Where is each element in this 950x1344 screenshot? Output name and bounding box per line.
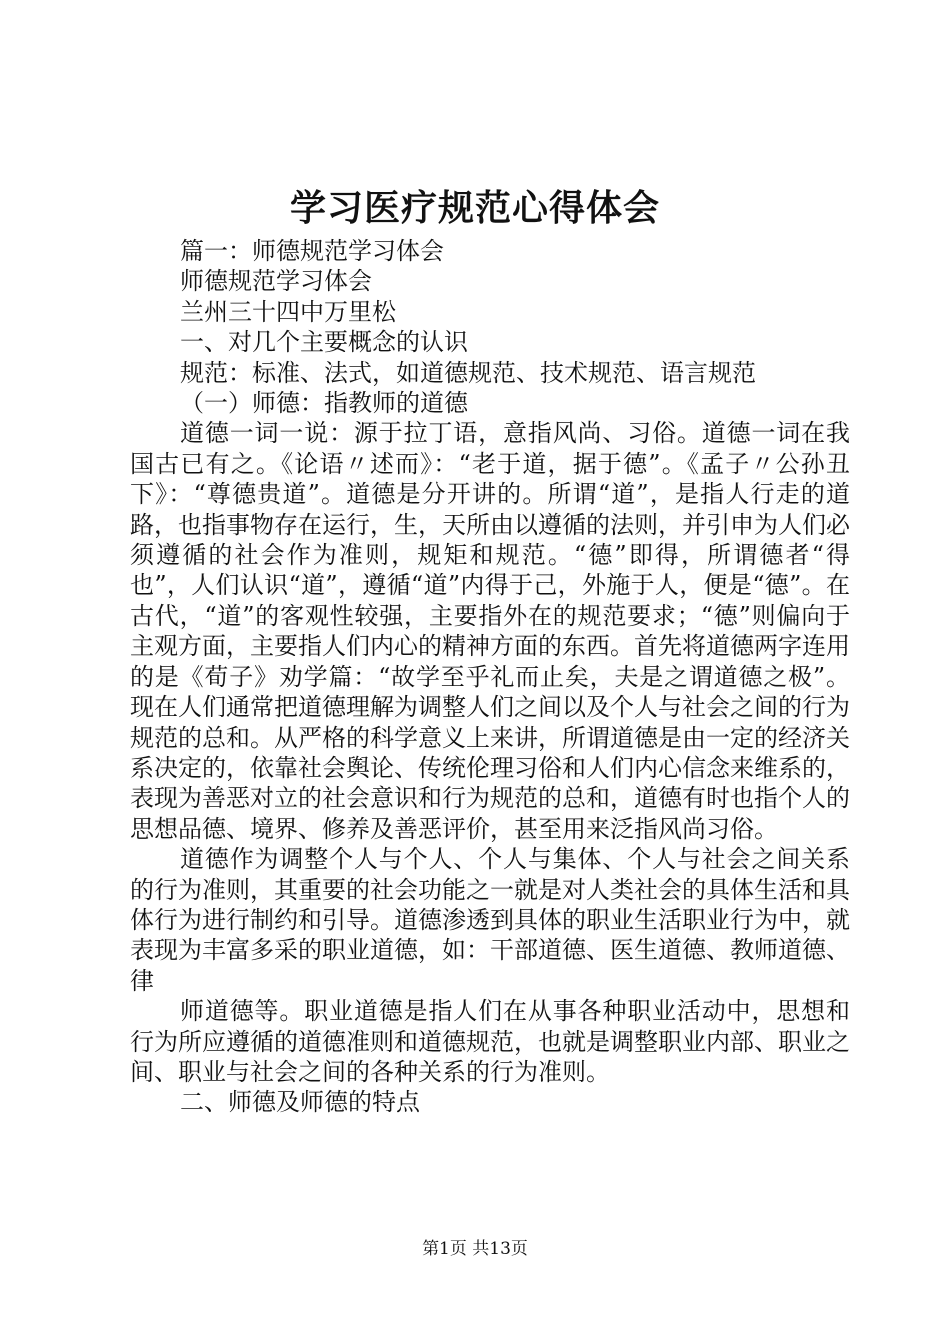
- section-heading-line: 一、对几个主要概念的认识: [180, 328, 468, 357]
- subsection-heading-line: （一）师德：指教师的道德: [180, 389, 468, 418]
- subtitle-line: 师德规范学习体会: [180, 267, 372, 296]
- author-line: 兰州三十四中万里松: [180, 297, 396, 326]
- document-body: [130, 236, 850, 1118]
- section-heading-line: 篇一：师德规范学习体会: [180, 237, 444, 265]
- body-paragraph: 道德作为调整个人与个人、个人与集体、个人与社会之间关系的行为准则，其重要的社会功能之一就是对人类社会的具体生活和具体行为进行制约和引导。道德渗透到具体的职业生活职业行为中，就表现为丰富多采的职业道德，如：干部道德、医生道德、教师道德、律: [130, 845, 850, 995]
- document-title: 学习医疗规范心得体会: [289, 187, 660, 229]
- body-paragraph: 道德一词一说：源于拉丁语，意指风尚、习俗。道德一词在我国古已有之。《论语〃述而》：“老于道，据于德”。《孟子〃公孙丑下》：“尊德贵道”。道德是分开讲的。所谓“道”，是指人行走的道路，也指事物存在运行，生，天所由以遵循的法则，并引申为人们必须遵循的社会作为准则，规矩和规范。“德”即得，所谓德者“得也”，人们认识“道”，遵循“道”内得于己，外施于人，便是“德”。在古代，“道”的客观性较强，主要指外在的规范要求；“德”则偏向于主观方面，主要指人们内心的精神方面的东西。首先将道德两字连用的是《荀子》劝学篇：“故学至乎礼而止矣，夫是之谓道德之极”。现在人们通常把道德理解为调整人们之间以及个人与社会之间的行为规范的总和。从严格的科学意义上来讲，所谓道德是由一定的经济关系决定的，依靠社会舆论、传统伦理习俗和人们内心信念来维系的，表现为善恶对立的社会意识和行为规范的总和，道德有时也指个人的思想品德、境界、修养及善恶评价，甚至用来泛指风尚习俗。: [130, 419, 850, 843]
- page-number-footer: 第1页 共13页: [422, 1239, 528, 1259]
- section-heading-line: 二、师德及师德的特点: [180, 1088, 420, 1117]
- body-paragraph: 师道德等。职业道德是指人们在从事各种职业活动中，思想和行为所应遵循的道德准则和道德规范，也就是调整职业内部、职业之间、职业与社会之间的各种关系的行为准则。: [130, 997, 850, 1086]
- definition-line: 规范：标准、法式，如道德规范、技术规范、语言规范: [180, 358, 756, 387]
